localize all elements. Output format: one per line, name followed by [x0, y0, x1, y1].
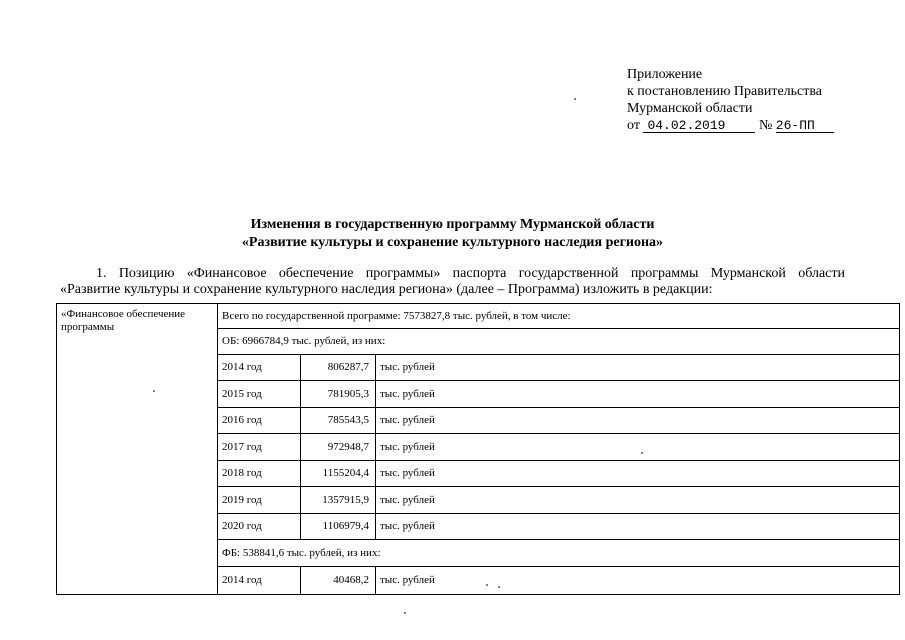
scan-speck [498, 586, 500, 588]
unit-cell: тыс. рублей [376, 434, 900, 461]
unit-cell: тыс. рублей [376, 514, 900, 540]
table-row [57, 304, 900, 329]
date-prefix: от [627, 118, 640, 133]
unit-cell: тыс. рублей [376, 355, 900, 381]
title-line-1: Изменения в государственную программу Мурманской области [250, 217, 655, 232]
unit-cell: тыс. рублей [376, 461, 900, 487]
year-cell: 2014 год [218, 355, 301, 381]
year-cell: 2014 год [218, 567, 301, 595]
year-cell: 2015 год [218, 381, 301, 408]
value-cell: 1106979,4 [301, 514, 376, 540]
value-cell: 781905,3 [301, 381, 376, 408]
ob-header: ОБ: 6966784,9 тыс. рублей, из них: [218, 329, 900, 355]
fb-header: ФБ: 538841,6 тыс. рублей, из них: [218, 540, 900, 567]
unit-cell: тыс. рублей [376, 487, 900, 514]
scan-speck [574, 98, 576, 100]
scan-speck [153, 390, 155, 392]
year-cell: 2016 год [218, 408, 301, 434]
value-cell: 40468,2 [301, 567, 376, 595]
appendix-title: Приложение [627, 67, 703, 82]
value-cell: 785543,5 [301, 408, 376, 434]
unit-cell: тыс. рублей [376, 567, 900, 595]
value-cell: 972948,7 [301, 434, 376, 461]
total-row: Всего по государственной программе: 7573827,8 тыс. рублей, в том числе: [218, 304, 900, 329]
value-cell: 1357915,9 [301, 487, 376, 514]
value-cell: 1155204,4 [301, 461, 376, 487]
scan-speck [486, 584, 488, 586]
appendix-date-line [627, 117, 834, 134]
year-cell: 2018 год [218, 461, 301, 487]
paragraph-line-2: «Развитие культуры и сохранение культурного наследия региона» (далее – Программа) изложить в редакции: [60, 282, 713, 297]
year-cell: 2019 год [218, 487, 301, 514]
unit-cell: тыс. рублей [376, 408, 900, 434]
appendix-region: Мурманской области [627, 101, 753, 116]
unit-cell: тыс. рублей [376, 381, 900, 408]
appendix-block [627, 66, 834, 134]
paragraph-line-1: 1. Позицию «Финансовое обеспечение программы» паспорта государственной программы Мурманской области [96, 266, 845, 281]
resolution-number: 26-ПП [776, 119, 834, 133]
paragraph-1 [60, 266, 845, 298]
appendix-resolution: к постановлению Правительства [627, 84, 823, 99]
resolution-date: 04.02.2019 [643, 119, 755, 133]
value-cell: 806287,7 [301, 355, 376, 381]
financing-table [56, 303, 900, 595]
year-cell: 2017 год [218, 434, 301, 461]
title-line-2: «Развитие культуры и сохранение культурного наследия региона» [241, 235, 664, 250]
document-title [0, 216, 905, 252]
year-cell: 2020 год [218, 514, 301, 540]
financing-label: «Финансовое обеспечение программы [57, 304, 218, 595]
number-prefix: № [758, 118, 773, 133]
scan-speck [641, 452, 643, 454]
scan-speck [404, 612, 406, 614]
